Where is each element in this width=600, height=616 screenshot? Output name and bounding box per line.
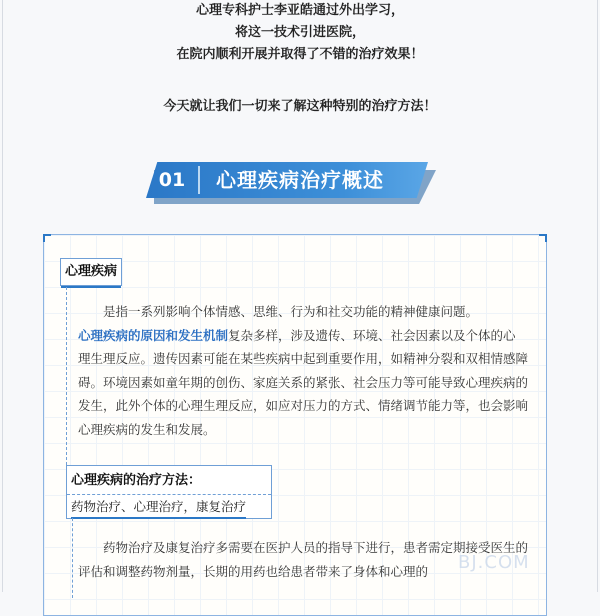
section-divider — [198, 166, 200, 194]
card-corner-left — [43, 234, 51, 242]
paragraph-treatment: 药物治疗及康复治疗多需要在医护人员的指导下进行，患者需定期接受医生的评估和调整药物剂量，长期的用药也给患者带来了身体和心理的 — [78, 540, 529, 579]
section-header — [146, 162, 436, 204]
page-edge-left — [2, 0, 3, 592]
watermark-text: BJ.COM — [458, 552, 530, 573]
intro-call: 今天就让我们一切来了解这种特别的治疗方法！ — [163, 99, 437, 114]
intro-block — [0, 0, 600, 66]
label-mental-illness — [60, 258, 122, 286]
paragraph-highlight: 心理疾病的原因和发生机制 — [78, 327, 229, 343]
section-number: 01 — [158, 169, 186, 191]
card-corner-right — [539, 234, 547, 242]
intro-line-3: 在院内顺利开展并取得了不错的治疗效果！ — [176, 47, 424, 62]
connector-line-2 — [72, 518, 73, 598]
label-treatment-separator — [67, 494, 271, 495]
label-treatment-methods-list — [71, 497, 246, 517]
paragraph-definition-lead: 是指一系列影响个体情感、思维、行为和社交功能的精神健康问题。 — [103, 304, 479, 319]
label-underline — [61, 286, 121, 288]
label-treatment-methods-text: 药物治疗、心理治疗，康复治疗 — [71, 499, 247, 514]
connector-line-1 — [66, 287, 67, 465]
label-treatment-methods — [66, 465, 272, 519]
label-methods-underline — [71, 517, 246, 519]
intro-call-block — [0, 96, 600, 118]
intro-line-2: 将这一技术引进医院， — [234, 25, 365, 40]
paragraph-definition-rest: 复杂多样，涉及遗传、环境、社会因素以及个体的心理生理反应。遗传因素可能在某些疾病中起到重要作用，如精神分裂和双相情感障碍。环境因素如童年期的创伤、家庭关系的紧张、社会压力等可能导致心理疾病的发生，此外个体的心理生理反应，如应对压力的方式、情绪调节能力等，也会影响心理疾病的发生和发展。 — [78, 327, 529, 437]
intro-line-1: 心理专科护士李亚皓通过外出学习， — [195, 3, 404, 18]
paragraph-definition — [78, 300, 528, 441]
label-mental-illness-text: 心理疾病 — [65, 264, 118, 279]
label-treatment-title: 心理疾病的治疗方法： — [71, 473, 202, 488]
section-title: 心理疾病治疗概述 — [216, 168, 384, 192]
page-edge-right — [597, 0, 598, 592]
